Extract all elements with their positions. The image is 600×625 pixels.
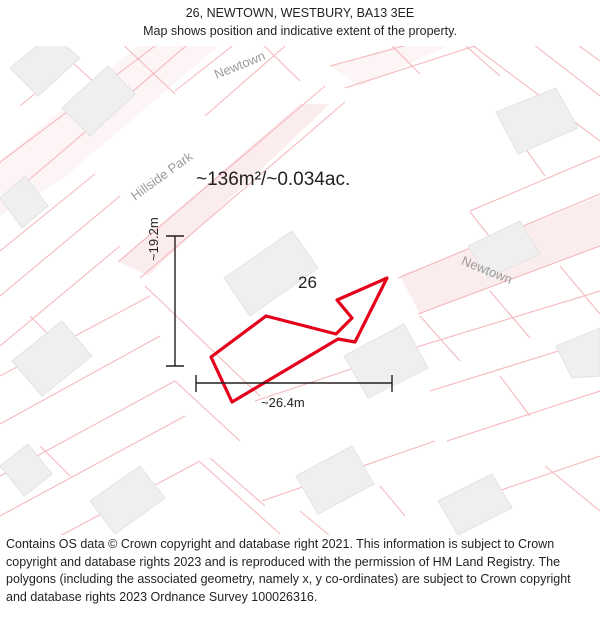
plot-number-label: 26 [298,273,317,292]
dimension-horizontal-label: ~26.4m [261,395,305,410]
page-title: 26, NEWTOWN, WESTBURY, BA13 3EE [185,6,415,20]
copyright-notice: Contains OS data © Crown copyright and database right 2021. This information is subject to Crown copyright and database rights 2023 and is reproduced with the permission of HM Land Registry. The polygons (including the associated geometry, namely x, y co-ordinates) are subject to Crown copyright and database rights 2023 Ordnance Survey 100026316. [6,537,571,604]
map-header [0,0,600,46]
street-label-newtown-top: Newtown [212,47,268,82]
page-subtitle: Map shows position and indicative extent of the property. [143,24,457,38]
dimension-vertical-label: ~19.2m [146,217,161,261]
area-label: ~136m²/~0.034ac. [196,169,351,190]
map-canvas[interactable] [0,46,600,535]
street-label-newtown-right: Newtown [459,253,515,287]
street-label-hillside-park: Hillside Park [128,148,196,204]
